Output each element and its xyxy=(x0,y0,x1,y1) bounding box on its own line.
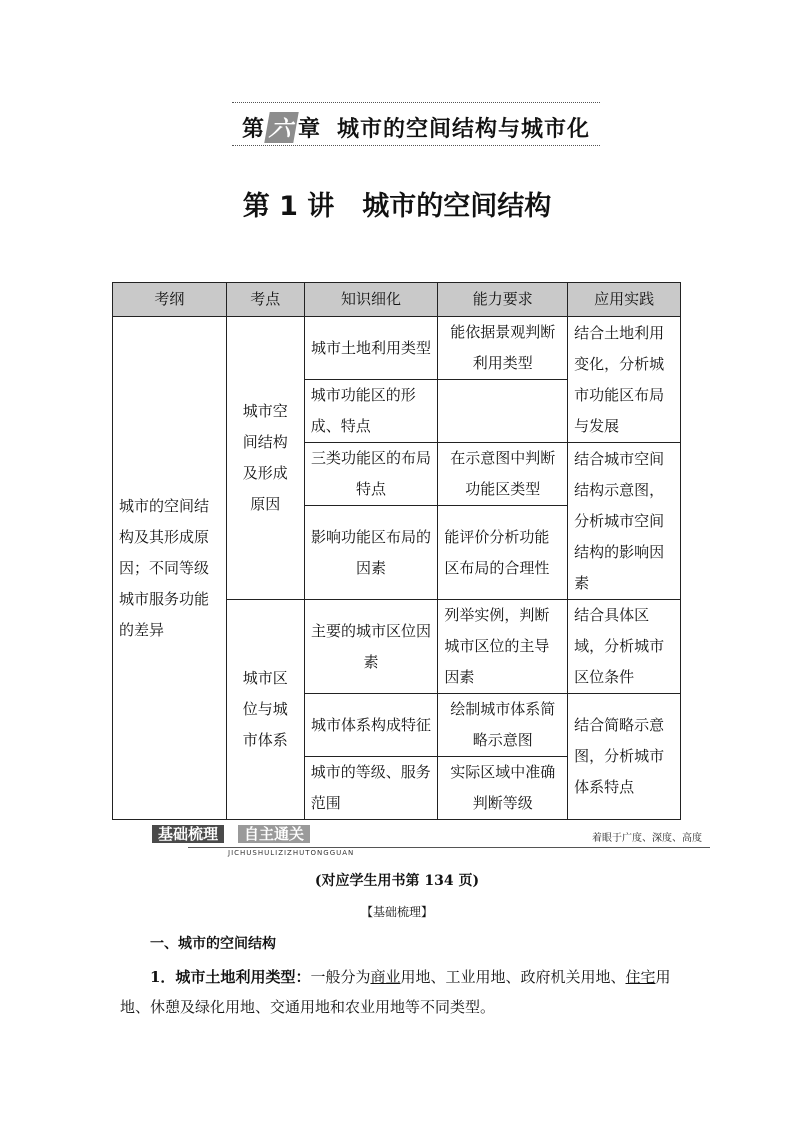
knowledge-cell: 三类功能区的布局特点 xyxy=(304,443,438,506)
practice-cell: 结合土地利用变化，分析城市功能区布局与发展 xyxy=(568,317,681,443)
chapter-number: 六 xyxy=(264,112,298,143)
chapter-prefix: 第 xyxy=(241,117,265,142)
point-cell: 城市空间结构及形成原因 xyxy=(226,317,304,600)
header-ability: 能力要求 xyxy=(438,283,568,317)
practice-cell: 结合简略示意图，分析城市体系特点 xyxy=(568,694,681,820)
header-point: 考点 xyxy=(226,283,304,317)
ability-cell: 实际区域中准确判断等级 xyxy=(438,757,568,820)
chapter-title xyxy=(232,112,600,143)
item-text-b: 用地、工业用地、政府机关用地、 xyxy=(400,968,626,986)
page-reference: (对应学生用书第 134 页) xyxy=(314,873,480,889)
knowledge-cell: 城市的等级、服务范围 xyxy=(304,757,438,820)
ability-cell xyxy=(438,380,568,443)
table-header-row xyxy=(113,283,681,317)
banner-rule xyxy=(188,847,710,848)
knowledge-cell: 主要的城市区位因素 xyxy=(304,600,438,694)
item-lead: 1．城市土地利用类型： xyxy=(150,968,311,986)
table-row xyxy=(113,317,681,380)
ability-cell: 绘制城市体系简略示意图 xyxy=(438,694,568,757)
practice-cell: 结合具体区域，分析城市区位条件 xyxy=(568,600,681,694)
outline-cell: 城市的空间结构及其形成原因；不同等级城市服务功能的差异 xyxy=(113,317,227,820)
underlined-answer: 商业 xyxy=(370,968,401,986)
underlined-answer: 住宅 xyxy=(625,968,656,986)
syllabus-table xyxy=(112,282,681,820)
point-cell: 城市区位与城市体系 xyxy=(226,600,304,820)
chapter-header xyxy=(232,102,600,146)
ability-cell: 在示意图中判断功能区类型 xyxy=(438,443,568,506)
knowledge-cell: 城市土地利用类型 xyxy=(304,317,438,380)
basic-label: 【基础梳理】 xyxy=(360,905,433,919)
ability-cell: 能依据景观判断利用类型 xyxy=(438,317,568,380)
knowledge-cell: 城市体系构成特征 xyxy=(304,694,438,757)
lecture-title xyxy=(0,184,794,223)
banner-pinyin: JICHUSHULIZIZHUTONGGUAN xyxy=(228,849,355,857)
chapter-divider-bottom xyxy=(232,145,600,146)
ability-cell: 能评价分析功能区布局的合理性 xyxy=(438,506,568,600)
section-banner xyxy=(152,823,710,857)
chapter-name: 城市的空间结构与城市化 xyxy=(337,117,591,142)
lecture-label: 第 1 讲 xyxy=(242,191,335,222)
section-heading: 一、城市的空间结构 xyxy=(150,936,276,952)
lecture-name: 城市的空间结构 xyxy=(362,191,552,222)
banner-tag-basic: 基础梳理 xyxy=(152,825,224,843)
chapter-divider-top xyxy=(232,102,600,103)
ability-cell: 列举实例，判断城市区位的主导因素 xyxy=(438,600,568,694)
paragraph-land-use xyxy=(120,962,680,1022)
knowledge-cell: 城市功能区的形成、特点 xyxy=(304,380,438,443)
header-outline: 考纲 xyxy=(113,283,227,317)
item-text-c: 用地、休憩及绿化用地、交通用地和农业用地等不同类型。 xyxy=(120,968,671,1016)
banner-tag-self: 自主通关 xyxy=(238,825,310,843)
banner-motto: 着眼于广度、深度、高度 xyxy=(592,833,702,844)
header-knowledge: 知识细化 xyxy=(304,283,438,317)
header-practice: 应用实践 xyxy=(568,283,681,317)
knowledge-cell: 影响功能区布局的因素 xyxy=(304,506,438,600)
practice-cell: 结合城市空间结构示意图，分析城市空间结构的影响因素 xyxy=(568,443,681,600)
chapter-suffix: 章 xyxy=(298,117,322,142)
item-text-a: 一般分为 xyxy=(310,968,371,986)
